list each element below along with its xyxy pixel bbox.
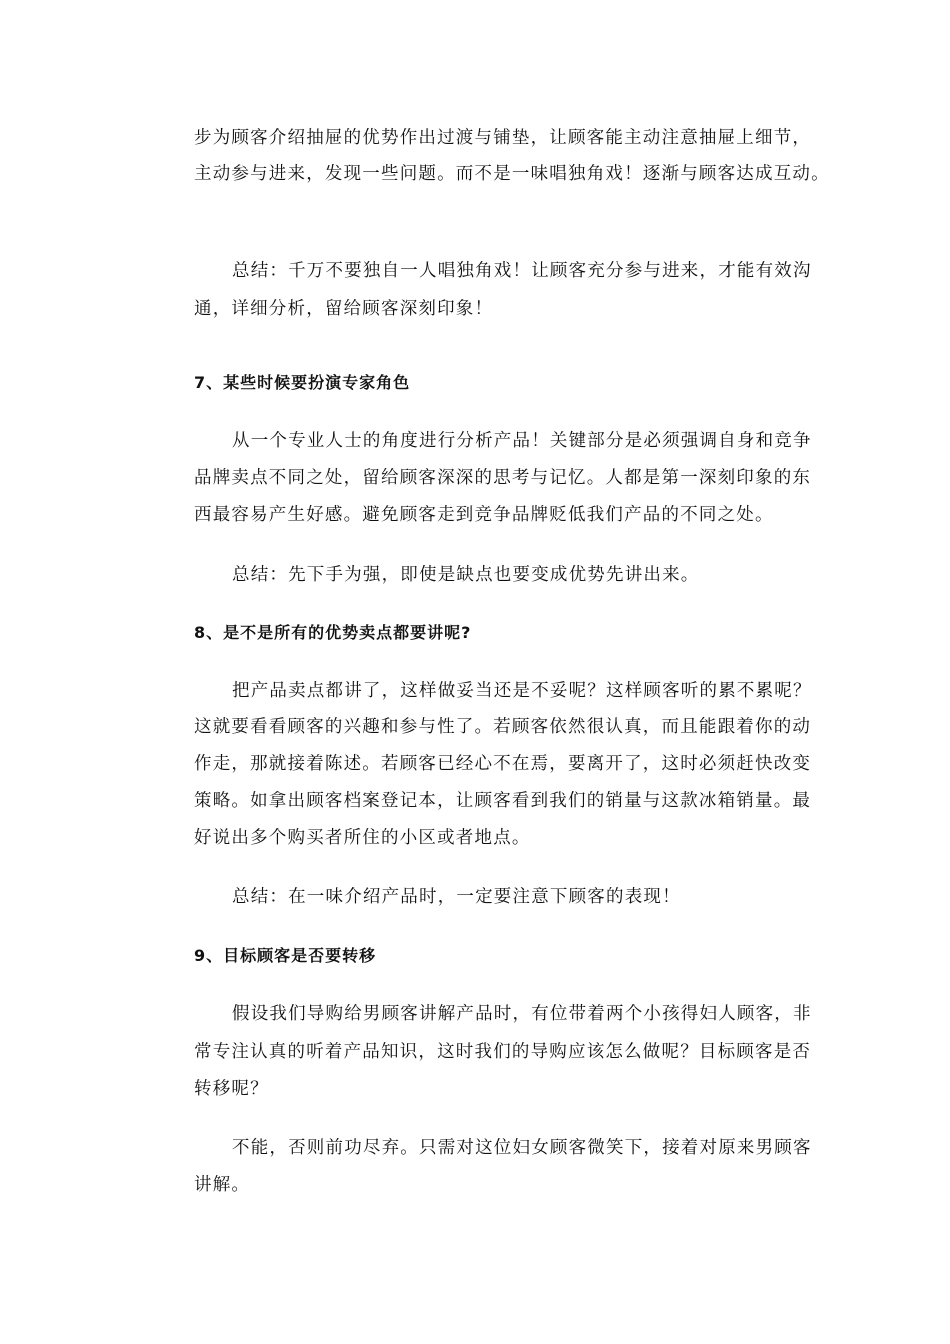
- summary-6-line-1: 总结：千万不要独自一人唱独角戏！让顾客充分参与进来，才能有效沟: [232, 261, 812, 281]
- summary-6-line-2: 通，详细分析，留给顾客深刻印象！: [194, 299, 494, 319]
- section-9-answer-line-2: 讲解。: [194, 1175, 251, 1195]
- section-8-paragraph-line-3: 作走，那就接着陈述。若顾客已经心不在焉，要离开了，这时必须赶快改变: [194, 754, 812, 774]
- section-9-heading: 9、目标顾客是否要转移: [194, 946, 377, 965]
- section-8-summary: 总结：在一味介绍产品时，一定要注意下顾客的表现！: [232, 887, 681, 907]
- section-9-answer-line-1: 不能，否则前功尽弃。只需对这位妇女顾客微笑下，接着对原来男顾客: [232, 1138, 812, 1158]
- section-7-heading: 7、某些时候要扮演专家角色: [194, 373, 411, 392]
- section-8-paragraph-line-4: 策略。如拿出顾客档案登记本，让顾客看到我们的销量与这款冰箱销量。最: [194, 791, 812, 811]
- intro-line-1: 步为顾客介绍抽屉的优势作出过渡与铺垫，让顾客能主动注意抽屉上细节，: [194, 128, 812, 148]
- section-7-summary: 总结：先下手为强，即使是缺点也要变成优势先讲出来。: [232, 565, 700, 585]
- section-7-paragraph-line-3: 西最容易产生好感。避免顾客走到竞争品牌贬低我们产品的不同之处。: [194, 505, 774, 525]
- section-8-paragraph-line-1: 把产品卖点都讲了，这样做妥当还是不妥呢？这样顾客听的累不累呢？: [232, 681, 812, 701]
- section-7-paragraph-line-2: 品牌卖点不同之处，留给顾客深深的思考与记忆。人都是第一深刻印象的东: [194, 468, 812, 488]
- section-9-paragraph-line-2: 常专注认真的听着产品知识，这时我们的导购应该怎么做呢？目标顾客是否: [194, 1042, 812, 1062]
- section-8-paragraph-line-2: 这就要看看顾客的兴趣和参与性了。若顾客依然很认真，而且能跟着你的动: [194, 717, 812, 737]
- intro-line-2: 主动参与进来，发现一些问题。而不是一味唱独角戏！逐渐与顾客达成互动。: [194, 164, 830, 184]
- section-8-paragraph-line-5: 好说出多个购买者所住的小区或者地点。: [194, 828, 531, 848]
- section-8-heading: 8、是不是所有的优势卖点都要讲呢?: [194, 623, 472, 642]
- section-7-paragraph-line-1: 从一个专业人士的角度进行分析产品！关键部分是必须强调自身和竞争: [232, 431, 812, 451]
- section-9-paragraph-line-1: 假设我们导购给男顾客讲解产品时，有位带着两个小孩得妇人顾客，非: [232, 1004, 812, 1024]
- section-9-paragraph-line-3: 转移呢？: [194, 1079, 269, 1099]
